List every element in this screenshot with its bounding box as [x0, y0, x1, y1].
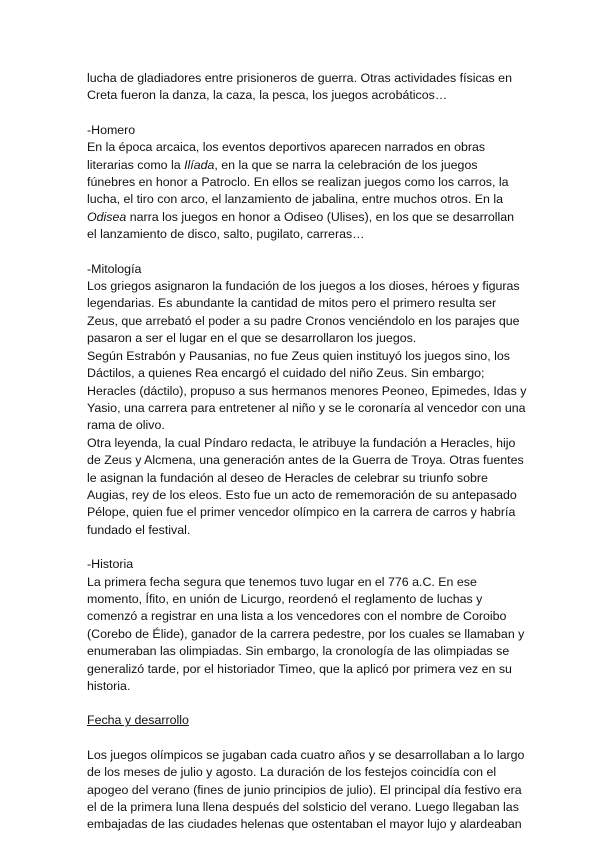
section-heading-homero: -Homero [87, 122, 136, 137]
homero-text-c: narra los juegos en honor a Odiseo (Ulises), en los que se desarrollan el lanzamiento de disco, salto, pugilato, carreras… [87, 209, 515, 242]
fecha-paragraph: Los juegos olímpicos se jugaban cada cuatro años y se desarrollaban a lo largo de los meses de julio y agosto. La duración de los festejos coincidía con el apogeo del verano (fines de junio principios de julio). El principal día festivo era el de la primera luna llena después del solsticio del verano. Luego llegaban las embajadas de las ciudades helenas que ostentaban el mayor lujo y alardeaban [87, 747, 525, 832]
spacer [87, 539, 527, 556]
homero-text-a: En la época arcaica, los eventos deportivos aparecen narrados en obras literarias como la [87, 140, 486, 172]
iliada-title: Ilíada [184, 157, 215, 172]
homero-text-b: , en la que se narra la celebración de los juegos fúnebres en honor a Patroclo. En ellos se realizan juegos como los carros, la lucha, el tiro con arco, el lanzamiento de jabalina, entre muchos otros. En la [87, 157, 509, 207]
section-heading-fecha: Fecha y desarrollo [87, 713, 189, 728]
spacer [87, 105, 527, 122]
spacer [87, 730, 527, 747]
homero-paragraph [87, 139, 527, 243]
mitologia-paragraph-2: Según Estrabón y Pausanias, no fue Zeus quien instituyó los juegos sino, los Dáctilos, a quienes Rea encargó el cuidado del niño Zeus. Sin embargo; Heracles (dáctilo), propuso a sus hermanos menores Peoneo, Epimedes, Idas y Yasio, una carrera para entretener al niño y se le coronaría al vencedor con una rama de olivo. [87, 348, 527, 433]
mitologia-paragraph-3: Otra leyenda, la cual Píndaro redacta, le atribuye la fundación a Heracles, hijo de Zeus y Alcmena, una generación antes de la Guerra de Troya. Otras fuentes le asignan la fundación al deseo de Heracles de celebrar su triunfo sobre Augias, rey de los eleos. Esto fue un acto de rememoración de su antepasado Pélope, quien fue el primer vencedor olímpico en la carrera de carros y habría fundado el festival. [87, 435, 524, 537]
spacer [87, 695, 527, 712]
odisea-title: Odisea [87, 209, 127, 224]
section-heading-mitologia: -Mitología [87, 261, 142, 276]
document-body [87, 70, 527, 834]
intro-paragraph: lucha de gladiadores entre prisioneros de guerra. Otras actividades físicas en Creta fueron la danza, la caza, la pesca, los juegos acrobáticos… [87, 71, 512, 103]
spacer [87, 244, 527, 261]
historia-paragraph: La primera fecha segura que tenemos tuvo lugar en el 776 a.C. En ese momento, Ífito, en unión de Licurgo, reordenó el reglamento de luchas y comenzó a registrar en una lista a los vencedores con el nombre de Coroibo (Corebo de Élide), ganador de la carrera pedestre, por los cuales se llamaban y enumeraban las olimpiadas. Sin embargo, la cronología de las olimpiadas se generalizó tarde, por el historiador Timeo, que la aplicó por primera vez en su historia. [87, 574, 525, 693]
section-heading-historia: -Historia [87, 557, 134, 572]
mitologia-paragraph-1: Los griegos asignaron la fundación de los juegos a los dioses, héroes y figuras legendarias. Es abundante la cantidad de mitos pero el primero resulta ser Zeus, que arrebató el poder a su padre Cronos venciéndolo en los parajes que pasaron a ser el lugar en el que se desarrollaron los juegos. [87, 279, 520, 346]
